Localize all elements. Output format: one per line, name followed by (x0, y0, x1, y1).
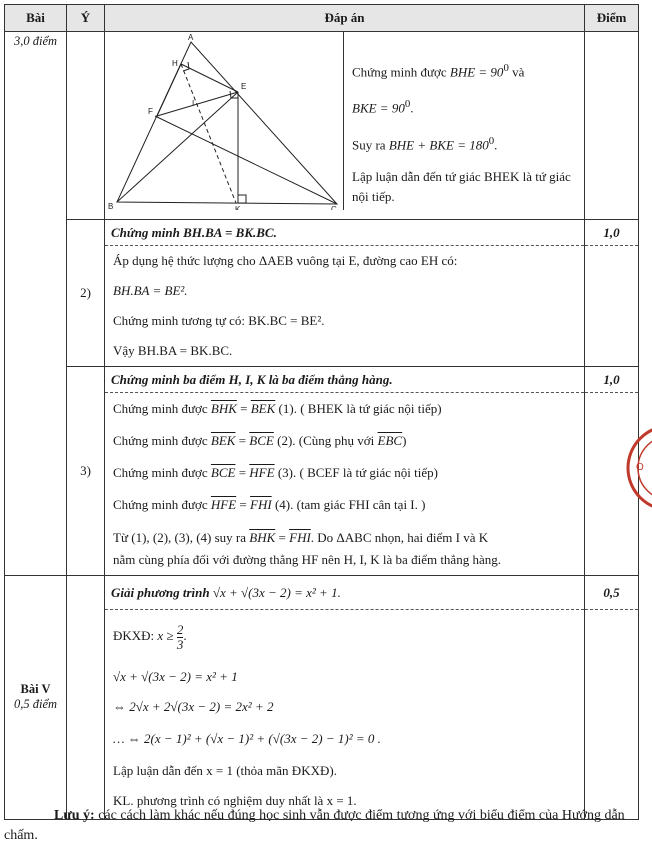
part1-line1-suffix: và (512, 64, 525, 80)
part3-points: 1,0 (585, 366, 639, 575)
bai-v-dkxd: ĐKXĐ: x ≥ $\frac{2}{3}$ . (113, 621, 187, 652)
part1-line2-expr: BKE = 90 (352, 100, 405, 116)
part2-line4: Vậy BH.BA = BK.BC. (113, 342, 233, 358)
segment-eh (181, 64, 238, 92)
part1-line1-expr: BHE = 90 (449, 64, 504, 80)
bai-v-title: Bài V (20, 682, 51, 697)
bai-v-step2: ⇔ 2√x + 2√(3x − 2) = 2x² + 2 (113, 698, 274, 714)
part3-line4: Chứng minh được $\overline{HFE} = \overline{FHI}$ (4). (tam giác FHI cân tại I. ) (113, 496, 426, 512)
bai-iv-points-label: 3,0 điểm (13, 34, 58, 48)
part3-line6: nằm cùng phía đối với đường thẳng HF nên H, I, K là ba điểm thẳng hàng. (113, 551, 501, 567)
part2-answer-cell (105, 219, 585, 366)
part2-number: 2) (67, 219, 105, 366)
segment-hk-dashed (181, 64, 236, 203)
header-bai: Bài (5, 5, 67, 32)
label-h: H (172, 59, 178, 68)
bai-v-step3: … ⇔ 2(x − 1)² + (√x − 1)² + (√(3x − 2) − 1)² = 0 . (113, 730, 381, 746)
bai-v-points-label: 0,5 điểm (13, 697, 58, 712)
bai-v-heading: Giải phương trình √x + √(3x − 2) = x² + 1. (105, 576, 584, 610)
segment-fe (157, 92, 238, 116)
part1-line3-expr: BHE + BKE = 180 (388, 136, 489, 152)
bai-v-step4: Lập luận dẫn đến x = 1 (thỏa mãn ĐKXĐ). (113, 762, 337, 778)
part2-line1: Áp dụng hệ thức lượng cho ΔAEB vuông tại E, đường cao EH có: (113, 252, 458, 268)
label-f: F (148, 107, 153, 116)
part3-number: 3) (67, 366, 105, 575)
label-k: K (235, 205, 241, 210)
bai-v-answer-cell (105, 575, 585, 819)
part3-line1: Chứng minh được $\overline{BHK} = \overline{BEK}$ (1). ( BHEK là tứ giác nội tiếp) (113, 400, 442, 416)
part3-line5: Từ (1), (2), (3), (4) suy ra $\overline{BHK} = \overline{FHI}$. Do ΔABC nhọn, hai điểm I và K (113, 529, 489, 545)
dkxd-fraction: $\frac{2}{3}$ (176, 621, 184, 652)
bai-v-points: 0,5 (585, 575, 639, 819)
segment-cf (155, 116, 337, 204)
bai-iv-cell (5, 32, 67, 576)
part1-points-cell (585, 32, 639, 220)
triangle-diagram (105, 32, 343, 210)
bai-v-row (5, 575, 639, 819)
part2-heading: Chứng minh BH.BA = BK.BC. (105, 220, 584, 246)
bai-iv-part1-row (5, 32, 639, 220)
part1-text: Chứng minh được BHE = $90^0$ và BKE = $90^0$. Suy ra BHE + BKE = $180^0$. Lập luận dẫn đến tứ giác BHEK là tứ giác nội tiếp. (344, 32, 584, 219)
svg-text:O: O (636, 462, 644, 473)
footnote (4, 806, 638, 846)
part1-answer-cell (105, 32, 585, 220)
triangle-figure (105, 32, 344, 210)
part2-line3: Chứng minh tương tự có: BK.BC = BE². (113, 312, 325, 328)
label-c: C (331, 205, 337, 210)
part3-heading: Chứng minh ba điểm H, I, K là ba điểm thẳng hàng. (105, 367, 584, 393)
part3-answer-cell (105, 366, 585, 575)
part1-line1-prefix: Chứng minh được (352, 64, 447, 80)
part3-line3: Chứng minh được $\overline{BCE} = \overline{HFE}$ (3). ( BCEF là tứ giác nội tiếp) (113, 464, 438, 480)
part2-points: 1,0 (585, 219, 639, 366)
bai-v-cell (5, 575, 67, 819)
right-angle-k (238, 195, 246, 203)
bai-iv-part2-row (5, 219, 639, 366)
part1-line4: Lập luận dẫn đến tứ giác BHEK là tứ giác nội tiếp. (352, 168, 571, 204)
label-e: E (241, 82, 247, 91)
bai-iv-part3-row (5, 366, 639, 575)
triangle-abc (117, 42, 337, 204)
part1-y-cell (67, 32, 105, 220)
bai-v-y-cell (67, 575, 105, 819)
footnote-label: Lưu ý: (54, 808, 95, 823)
header-diem: Điểm (585, 5, 639, 32)
grading-table (4, 4, 639, 820)
part2-line2: BH.BA = BE². (113, 282, 188, 298)
label-i: I (192, 99, 195, 108)
header-y: Ý (67, 5, 105, 32)
label-a: A (188, 33, 194, 42)
table-header-row (5, 5, 639, 32)
part1-line3-prefix: Suy ra (352, 136, 386, 152)
red-seal-fragment (620, 418, 652, 518)
header-dap-an: Đáp án (105, 5, 585, 32)
label-b: B (108, 202, 114, 210)
part3-line2: Chứng minh được $\overline{BEK} = \overline{BCE}$ (2). (Cùng phụ với $\overline{EBC}$) (113, 432, 407, 448)
segment-hf (157, 64, 181, 116)
bai-v-step5: KL. phương trình có nghiệm duy nhất là x = 1. (113, 792, 357, 808)
bai-v-step1: √x + √(3x − 2) = x² + 1 (113, 668, 238, 684)
footnote-text: các cách làm khác nếu đúng học sinh vẫn được điểm tương ứng với biểu điểm của Hướng dẫn chấm. (4, 808, 625, 843)
